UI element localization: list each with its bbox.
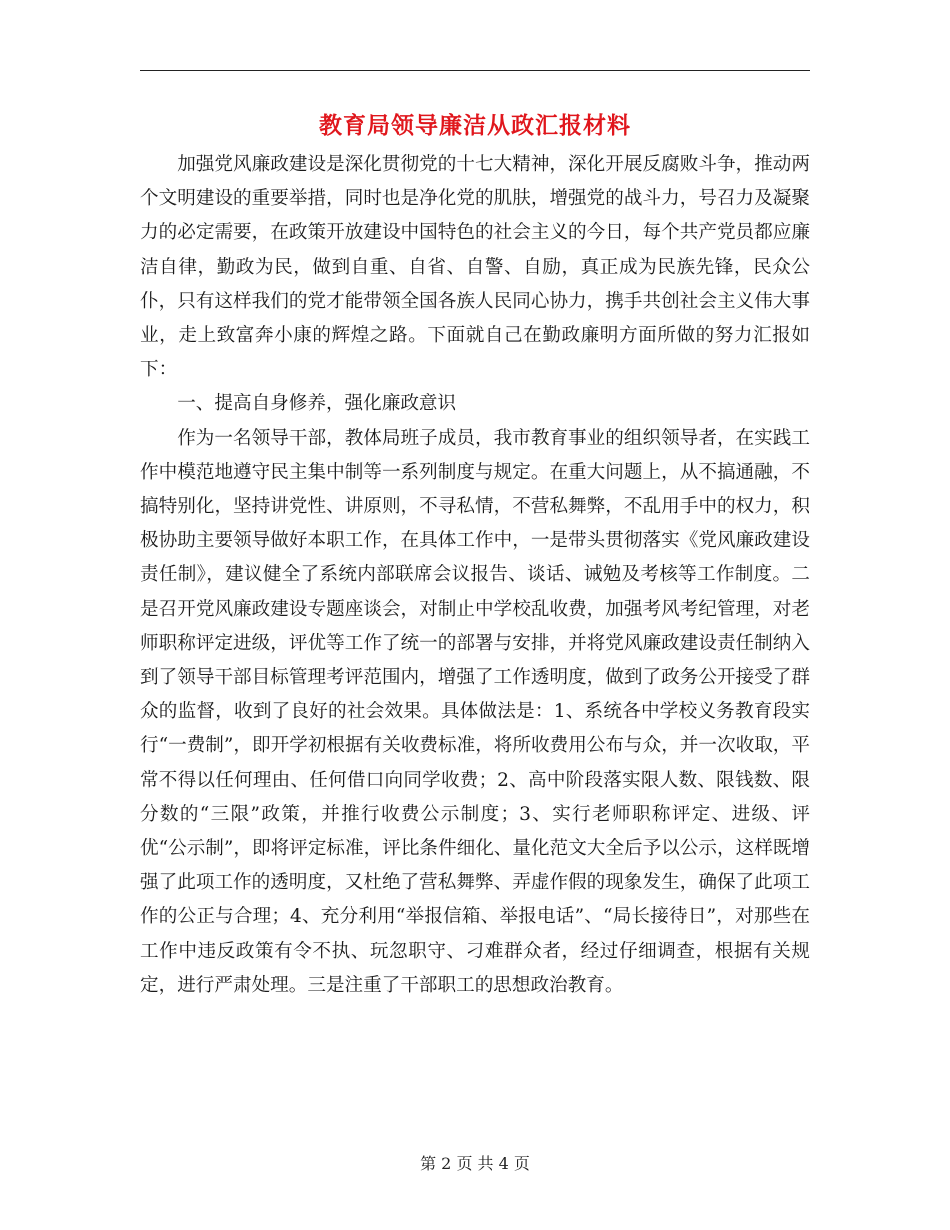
paragraph-intro: 加强党风廉政建设是深化贯彻党的十七大精神，深化开展反腐败斗争，推动两个文明建设的重要举措，同时也是净化党的肌肤，增强党的战斗力，号召力及凝聚力的必定需要，在政策开放建设中国特色的社会主义的今日，每个共产党员都应廉洁自律，勤政为民，做到自重、自省、自警、自励，真正成为民族先锋，民众公仆，只有这样我们的党才能带领全国各族人民同心协力，携手共创社会主义伟大事业，走上致富奔小康的辉煌之路。下面就自己在勤政廉明方面所做的努力汇报如下： <box>140 154 810 381</box>
page-footer: 第 2 页 共 4 页 <box>420 1154 530 1173</box>
section-heading-1: 一、提高自身修养，强化廉政意识 <box>177 393 457 415</box>
header-rule <box>140 70 810 71</box>
paragraph-section-1: 作为一名领导干部，教体局班子成员，我市教育事业的组织领导者，在实践工作中模范地遵守民主集中制等一系列制度与规定。在重大问题上，从不搞通融，不搞特别化，坚持讲党性、讲原则，不寻私情，不营私舞弊，不乱用手中的权力，积极协助主要领导做好本职工作，在具体工作中，一是带头贯彻落实《党风廉政建设责任制》，建议健全了系统内部联席会议报告、谈话、诫勉及考核等工作制度。二是召开党风廉政建设专题座谈会，对制止中学校乱收费，加强考风考纪管理，对老师职称评定进级，评优等工作了统一的部署与安排，并将党风廉政建设责任制纳入到了领导干部目标管理考评范围内，增强了工作透明度，做到了政务公开接受了群众的监督，收到了良好的社会效果。具体做法是：1、系统各中学校义务教育段实行“一费制”，即开学初根据有关收费标准，将所收费用公布与众，并一次收取，平常不得以任何理由、任何借口向同学收费；2、高中阶段落实限人数、限钱数、限分数的“三限”政策，并推行收费公示制度；3、实行老师职称评定、进级、评优“公示制”，即将评定标准，评比条件细化、量化范文大全后予以公示，这样既增强了此项工作的透明度，又杜绝了营私舞弊、弄虚作假的现象发生，确保了此项工作的公正与合理；4、充分利用“举报信箱、举报电话”、“局长接待日”，对那些在工作中违反政策有令不执、玩忽职守、刁难群众者，经过仔细调查，根据有关规定，进行严肃处理。三是注重了干部职工的思想政治教育。 <box>140 427 810 996</box>
document-title: 教育局领导廉洁从政汇报材料 <box>319 112 631 139</box>
document-body <box>140 148 810 1003</box>
